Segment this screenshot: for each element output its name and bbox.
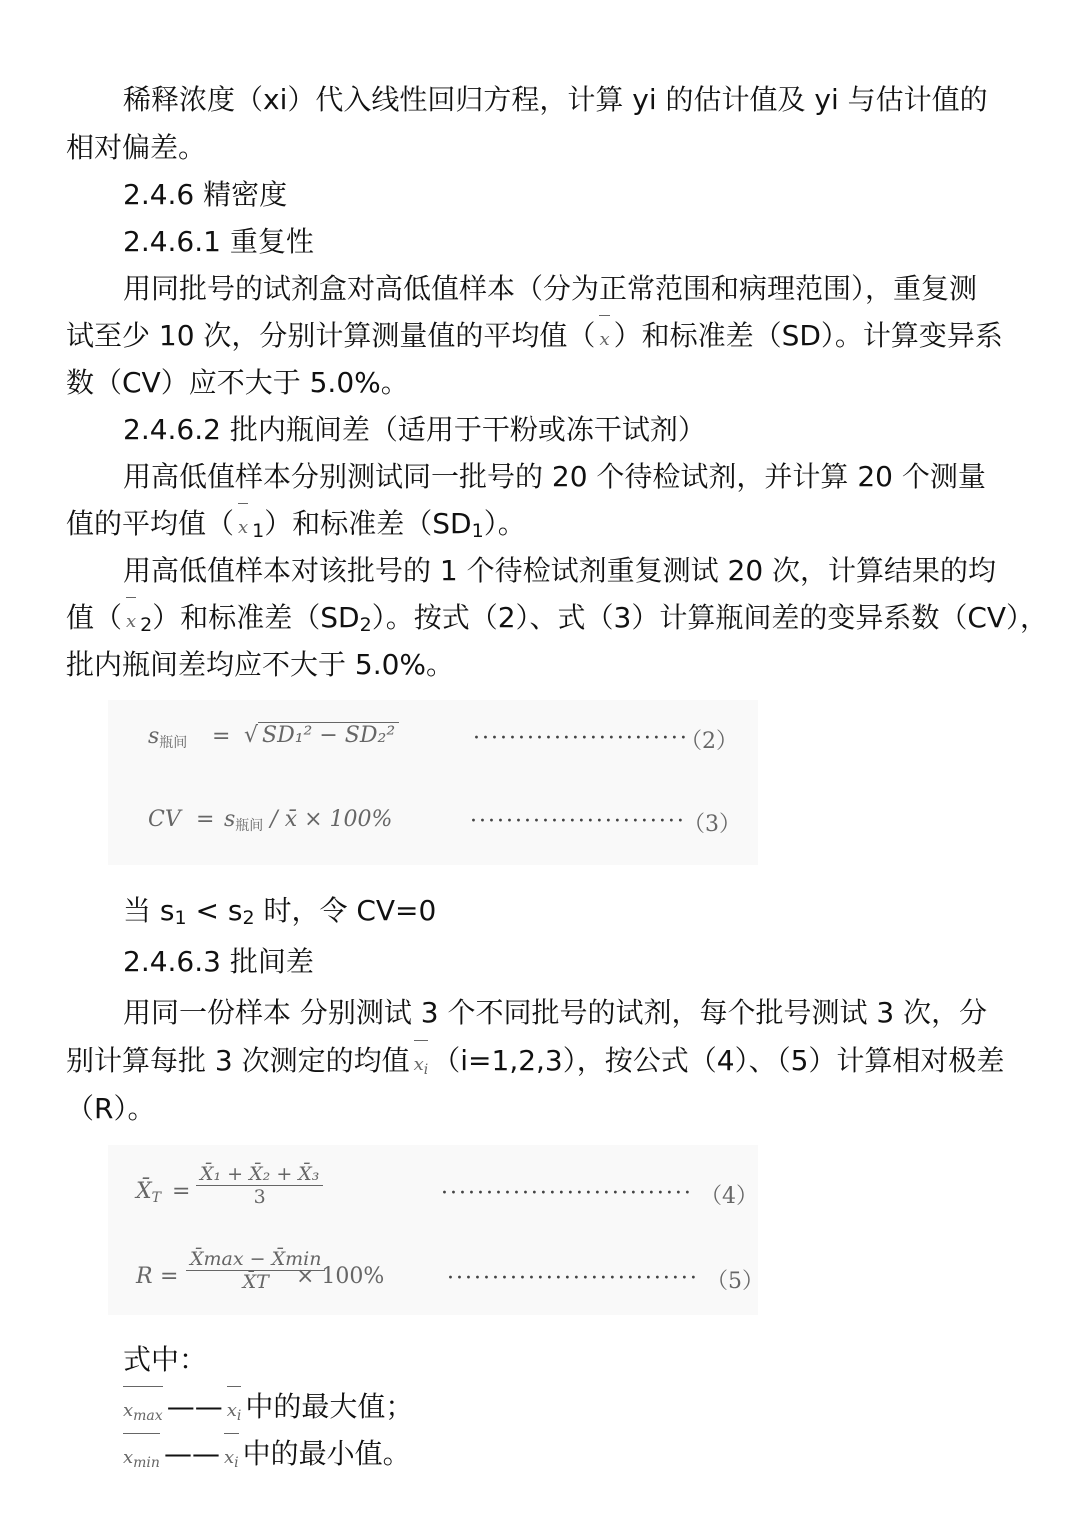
formula-block-4-5	[108, 1145, 764, 1315]
heading-2-4-6-1: 2.4.6.1 重复性	[123, 225, 314, 258]
heading-2-4-6-3: 2.4.6.3 批间差	[123, 945, 314, 978]
formula-4: $X̄_T$ = $\frac{\text{X̄₁ + X̄₂ + X̄₃}}{3}$ ···························· （4）	[136, 1163, 758, 1209]
formula-2: $s_{瓶间}$ = √ SD₁² − SD₂² ························ （2）	[148, 723, 738, 754]
where-label: 式中：	[123, 1343, 208, 1376]
definition-min: $x_{min}$ —— $x_i$ 中的最小值。	[123, 1430, 1080, 1487]
paragraph-repeatability-cv: 数（CV）应不大于 5.0%。	[66, 366, 409, 399]
x-bar-symbol: x	[599, 316, 609, 364]
definition-max: $x_{max}$ —— $x_i$ 中的最大值；	[123, 1383, 1080, 1440]
paragraph-bottle-1-cont: 值的平均值（ x $_1$）和标准差$(SD_1)$。	[66, 500, 1080, 555]
heading-2-4-6-2: 2.4.6.2 批内瓶间差（适用于干粉或冻干试剂）	[123, 413, 706, 446]
paragraph-bottle-1: 用高低值样本分别测试同一批号的 20 个待检试剂，并计算 20 个测量	[123, 460, 986, 493]
heading-2-4-6: 2.4.6 精密度	[123, 178, 288, 211]
formula-3: CV = $s_{瓶间}$ / x̄ × 100% ························ （3）	[148, 807, 741, 837]
paragraph-lot-to-lot-cont: 别计算每批 3 次测定的均值 $x_i$ （i=1,2,3），按公式（4）、（5）计算相对极差	[66, 1037, 1080, 1094]
paragraph-bottle-2-cont: 值（ x $_2$）和标准差$(SD_2)$。按式（2）、式（3）计算瓶间差的变异系数（CV），	[66, 594, 1080, 649]
paragraph-condition: 当 $s_1 < s_2$ 时，令 CV=0	[123, 894, 437, 929]
formula-block-2-3	[108, 700, 758, 865]
paragraph-dilution-cont: 相对偏差。	[66, 131, 207, 164]
x-bar-i-symbol: $x_i$	[414, 1041, 429, 1094]
x-bar-symbol: x	[126, 598, 136, 646]
paragraph-repeatability-cont: 试至少 10 次，分别计算测量值的平均值（ x ）和标准差（SD）。计算变异系	[66, 312, 1080, 364]
paragraph-bottle-2-limit: 批内瓶间差均应不大于 5.0%。	[66, 648, 455, 681]
formula-5: R = X̄max − X̄min X̄T × 100% ···························· （5）	[136, 1248, 764, 1294]
paragraph-dilution: 稀释浓度（xi）代入线性回归方程，计算 yi 的估计值及 yi 与估计值的	[123, 83, 988, 116]
paragraph-lot-to-lot: 用同一份样本 分别测试 3 个不同批号的试剂，每个批号测试 3 次，分	[123, 996, 988, 1029]
paragraph-bottle-2: 用高低值样本对该批号的 1 个待检试剂重复测试 20 次，计算结果的均	[123, 554, 997, 587]
paragraph-repeatability: 用同批号的试剂盒对高低值样本（分为正常范围和病理范围），重复测	[123, 272, 978, 305]
x-bar-symbol: x	[238, 504, 248, 552]
paragraph-lot-to-lot-r: （R）。	[66, 1092, 156, 1125]
